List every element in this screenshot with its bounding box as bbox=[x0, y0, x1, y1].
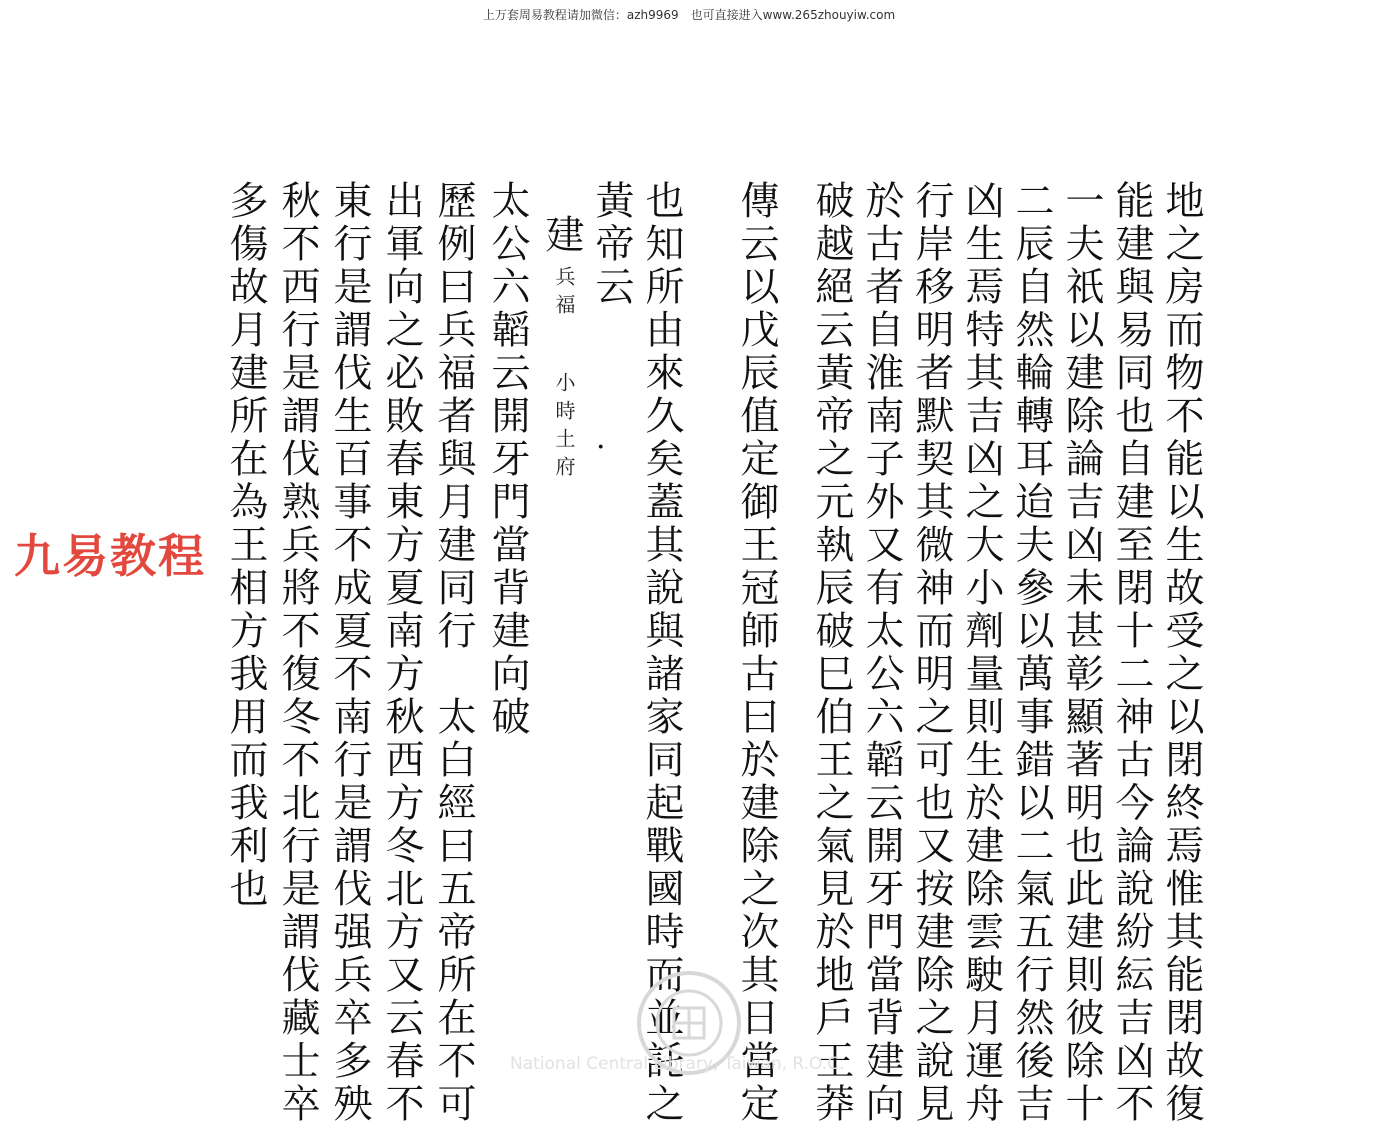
text-column: 傳云以戊辰值定御王冠師古曰於建除之次其日當定 bbox=[734, 180, 779, 1126]
text-column: 歷例曰兵福者與月建同行 太白經曰五帝所在不可 bbox=[431, 180, 476, 1126]
footer-watermark: National Central Library, Taiwan, R.O.C. bbox=[510, 1054, 845, 1074]
text-column: 東行是謂伐生百事不成夏不南行是謂伐强兵卒多殃 bbox=[327, 180, 372, 1126]
annotation-note: 兵福 bbox=[552, 266, 576, 322]
text-column: 破越絕云黃帝之元執辰破巳伯王之氣見於地戶王莽 bbox=[809, 180, 854, 1126]
text-column: 行岸移明者默契其微神而明之可也又按建除之說見 bbox=[909, 180, 954, 1126]
text-column: 地之房而物不能以生故受之以閉終焉惟其能閉故復 bbox=[1159, 180, 1204, 1126]
text-column: 於古者自淮南子外又有太公六韜云開牙門當背建向 bbox=[859, 180, 904, 1126]
text-column: 黃帝云 bbox=[589, 180, 634, 309]
watermark-logo: 九易教程 bbox=[14, 529, 206, 583]
annotation-note: 小時土府 bbox=[552, 372, 576, 484]
section-heading: 建 bbox=[539, 214, 584, 257]
text-column: 秋不西行是謂伐熟兵將不復冬不北行是謂伐藏士卒 bbox=[275, 180, 320, 1126]
text-column: 能建與易同也自建至閉十二神古今論說紛紜吉凶不 bbox=[1109, 180, 1154, 1126]
ink-mark: · bbox=[596, 430, 606, 465]
text-column: 出軍向之必敗春東方夏南方秋西方冬北方又云春不 bbox=[379, 180, 424, 1126]
text-column: 凶生焉特其吉凶之大小劑量則生於建除雲駛月運舟 bbox=[959, 180, 1004, 1126]
text-column: 多傷故月建所在為王相方我用而我利也 bbox=[223, 180, 268, 911]
text-column: 一夫祇以建除論吉凶未甚彰顯著明也此建則彼除十 bbox=[1059, 180, 1104, 1126]
text-column: 也知所由來久矣蓋其說與諸家同起戰國時而並託之 bbox=[639, 180, 684, 1126]
text-column: 太公六韜云開牙門當背建向破 bbox=[485, 180, 530, 739]
text-column: 二辰自然輪轉耳迨夫參以萬事錯以二氣五行然後吉 bbox=[1009, 180, 1054, 1126]
top-banner: 上万套周易教程请加微信：azh9969 也可直接进入www.265zhouyiw.com bbox=[482, 8, 896, 22]
